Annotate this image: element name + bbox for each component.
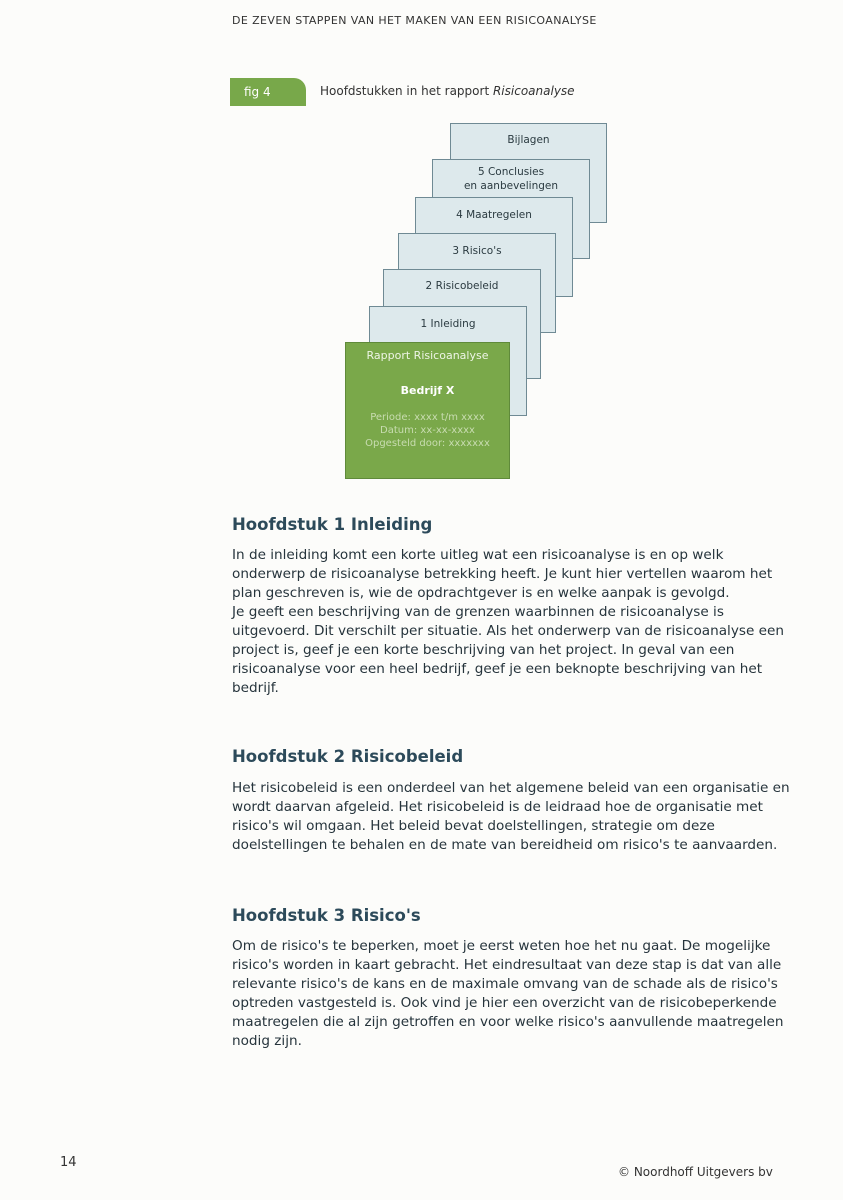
section-body-inleiding [232, 546, 792, 698]
sheet-risicos-label: 3 Risico's [452, 245, 502, 257]
figure-tab: fig 4 [230, 78, 306, 106]
sheet-inleiding-label: 1 Inleiding [420, 318, 476, 330]
copyright-notice: © Noordhoff Uitgevers bv [618, 1165, 773, 1179]
cover-datum: Datum: xx-xx-xxxx [380, 425, 475, 436]
sheet-bijlagen-label: Bijlagen [507, 134, 550, 146]
figure-caption-italic: Risicoanalyse [492, 84, 575, 98]
page-number: 14 [60, 1155, 77, 1170]
cover-meta [346, 411, 509, 450]
paragraph: Om de risico's te beperken, moet je eerst weten hoe het nu gaat. De mogelijke risico's worden in kaart gebracht. Het eindresultaat van deze stap is dat van alle relevante risico's de kans en de maximale omvang van de schade als de risico's optreden vastgesteld is. Ook vind je hier een overzicht van de risicobeperkende maatregelen die al zijn getroffen en voor welke risico's aanvullende maatregelen nodig zijn. [232, 938, 784, 1049]
cover-company: Bedrijf X [400, 384, 455, 397]
figure-caption-text: Hoofdstukken in het rapport [320, 84, 493, 98]
section-heading-risicobeleid: Hoofdstuk 2 Risicobeleid [232, 747, 464, 766]
section-body-risicobeleid [232, 779, 792, 855]
cover-opgesteld: Opgesteld door: xxxxxxx [365, 438, 490, 449]
cover-title: Rapport Risicoanalyse [366, 349, 489, 362]
paragraph: Je geeft een beschrijving van de grenzen waarbinnen de risicoanalyse is uitgevoerd. Dit verschilt per situatie. Als het onderwerp van de risicoanalyse een project is, geef je een korte beschrijving van het project. In geval van een risicoanalyse voor een heel bedrijf, geef je een beknopte beschrijving van het bedrijf. [232, 604, 784, 696]
sheet-risicobeleid-label: 2 Risicobeleid [425, 280, 499, 292]
section-heading-inleiding: Hoofdstuk 1 Inleiding [232, 515, 433, 534]
sheet-conclusies-label-1: 5 Conclusies [477, 166, 545, 178]
paragraph: In de inleiding komt een korte uitleg wat een risicoanalyse is en op welk onderwerp de risicoanalyse betrekking heeft. Je kunt hier vertellen waarom het plan geschreven is, wie de opdrachtgever is en welke aanpak is gevolgd. [232, 547, 773, 601]
sheet-conclusies-label-2: en aanbevelingen [463, 180, 559, 192]
sheet-maatregelen-label: 4 Maatregelen [456, 209, 532, 221]
section-body-risicos [232, 937, 792, 1051]
running-head: DE ZEVEN STAPPEN VAN HET MAKEN VAN EEN RISICOANALYSE [232, 14, 597, 27]
section-heading-risicos: Hoofdstuk 3 Risico's [232, 906, 421, 925]
cover-periode: Periode: xxxx t/m xxxx [370, 412, 485, 423]
figure-caption [320, 84, 575, 98]
report-cover [345, 342, 510, 479]
paragraph: Het risicobeleid is een onderdeel van het algemene beleid van een organisatie en wordt daarvan afgeleid. Het risicobeleid is de leidraad hoe de organisatie met risico's wil omgaan. Het beleid bevat doelstellingen, strategie om deze doelstellingen te behalen en de mate van bereidheid om risico's te aanvaarden. [232, 780, 790, 853]
